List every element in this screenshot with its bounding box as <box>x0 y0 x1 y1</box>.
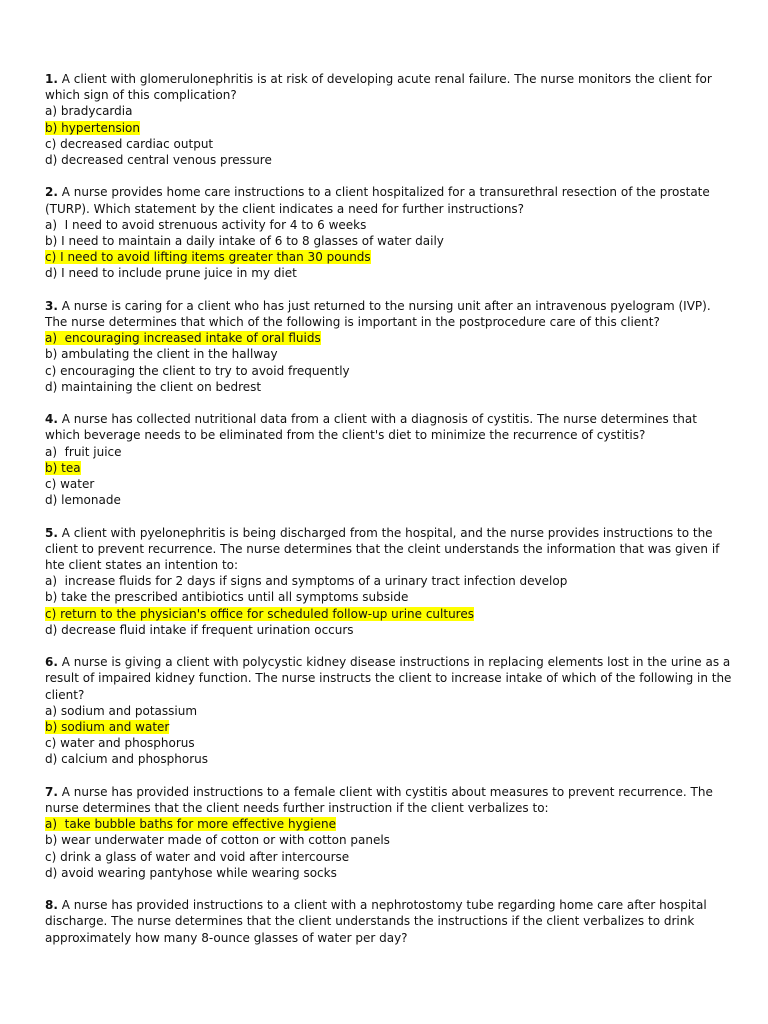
question-5 <box>45 525 735 638</box>
answer-option-highlighted: a) take bubble baths for more effective hygiene <box>45 817 336 832</box>
answer-option: a) sodium and potassium <box>45 703 198 718</box>
question-text <box>45 184 735 216</box>
question-6 <box>45 654 735 767</box>
answer-option: d) avoid wearing pantyhose while wearing socks <box>45 865 337 880</box>
question-2 <box>45 184 735 281</box>
question-number: 8. <box>45 898 58 913</box>
answer-option: c) water <box>45 477 95 492</box>
answer-option: d) I need to include prune juice in my diet <box>45 266 297 281</box>
answer-option: d) decreased central venous pressure <box>45 153 272 168</box>
answer-option: c) drink a glass of water and void after intercourse <box>45 849 350 864</box>
answer-option: d) calcium and phosphorus <box>45 752 209 767</box>
question-stem: A nurse has collected nutritional data from a client with a diagnosis of cystitis. The nurse determines that which beverage needs to be eliminated from the client's diet to minimize the recurrence of cystitis? <box>45 412 697 443</box>
question-text <box>45 298 735 330</box>
answer-option: b) wear underwater made of cotton or with cotton panels <box>45 833 390 848</box>
quiz-document <box>45 71 735 962</box>
answer-option: d) decrease fluid intake if frequent urination occurs <box>45 622 354 637</box>
answer-option: c) encouraging the client to try to avoid frequently <box>45 363 350 378</box>
answer-option: a) I need to avoid strenuous activity for 4 to 6 weeks <box>45 217 367 232</box>
answer-option: b) ambulating the client in the hallway <box>45 347 278 362</box>
question-stem: A client with glomerulonephritis is at risk of developing acute renal failure. The nurse monitors the client for which sign of this complication? <box>45 72 712 103</box>
question-text <box>45 784 735 816</box>
question-4 <box>45 411 735 508</box>
answer-option: b) take the prescribed antibiotics until all symptoms subside <box>45 590 409 605</box>
question-stem: A client with pyelonephritis is being discharged from the hospital, and the nurse provides instructions to the client to prevent recurrence. The nurse determines that the cleint understands the information that was given if hte client states an intention to: <box>45 525 720 573</box>
question-text <box>45 897 735 946</box>
answer-option-highlighted: b) sodium and water <box>45 720 170 735</box>
question-text <box>45 525 735 574</box>
question-stem: A nurse is giving a client with polycystic kidney disease instructions in replacing elements lost in the urine as a result of impaired kidney function. The nurse instructs the client to increase intake of which of the following in the client? <box>45 655 732 702</box>
question-stem: A nurse is caring for a client who has just returned to the nursing unit after an intravenous pyelogram (IVP). The nurse determines that which of the following is important in the postprocedure care of this client? <box>45 298 711 330</box>
question-text <box>45 411 735 443</box>
answer-option: c) water and phosphorus <box>45 736 195 751</box>
question-number: 4. <box>45 412 58 427</box>
answer-option-highlighted: a) encouraging increased intake of oral fluids <box>45 331 321 346</box>
question-number: 1. <box>45 72 58 86</box>
question-number: 6. <box>45 655 58 670</box>
question-7 <box>45 784 735 881</box>
question-text <box>45 71 735 103</box>
answer-option: d) lemonade <box>45 493 121 508</box>
question-text <box>45 654 735 703</box>
answer-option: c) decreased cardiac output <box>45 136 214 151</box>
answer-option-highlighted: b) hypertension <box>45 120 140 135</box>
question-8 <box>45 897 735 946</box>
answer-option-highlighted: b) tea <box>45 460 81 475</box>
answer-option: b) I need to maintain a daily intake of 6 to 8 glasses of water daily <box>45 234 444 249</box>
answer-option: a) fruit juice <box>45 444 122 459</box>
question-3 <box>45 298 735 395</box>
question-stem: A nurse provides home care instructions to a client hospitalized for a transurethral resection of the prostate (TURP). Which statement by the client indicates a need for further instructions? <box>45 185 710 216</box>
question-number: 7. <box>45 784 58 799</box>
answer-option: a) increase fluids for 2 days if signs and symptoms of a urinary tract infection develop <box>45 574 568 589</box>
answer-option: a) bradycardia <box>45 104 133 119</box>
question-stem: A nurse has provided instructions to a female client with cystitis about measures to prevent recurrence. The nurse determines that the client needs further instruction if the client verbalizes to: <box>45 784 713 816</box>
question-stem: A nurse has provided instructions to a client with a nephrotostomy tube regarding home care after hospital discharge. The nurse determines that the client understands the instructions if the client verbalizes to drink approximately how many 8-ounce glasses of water per day? <box>45 898 707 945</box>
answer-option-highlighted: c) I need to avoid lifting items greater than 30 pounds <box>45 250 371 265</box>
question-number: 5. <box>45 525 58 540</box>
answer-option-highlighted: c) return to the physician's office for scheduled follow-up urine cultures <box>45 606 474 621</box>
question-number: 3. <box>45 298 58 313</box>
question-1 <box>45 71 735 168</box>
answer-option: d) maintaining the client on bedrest <box>45 379 262 394</box>
question-number: 2. <box>45 185 58 200</box>
